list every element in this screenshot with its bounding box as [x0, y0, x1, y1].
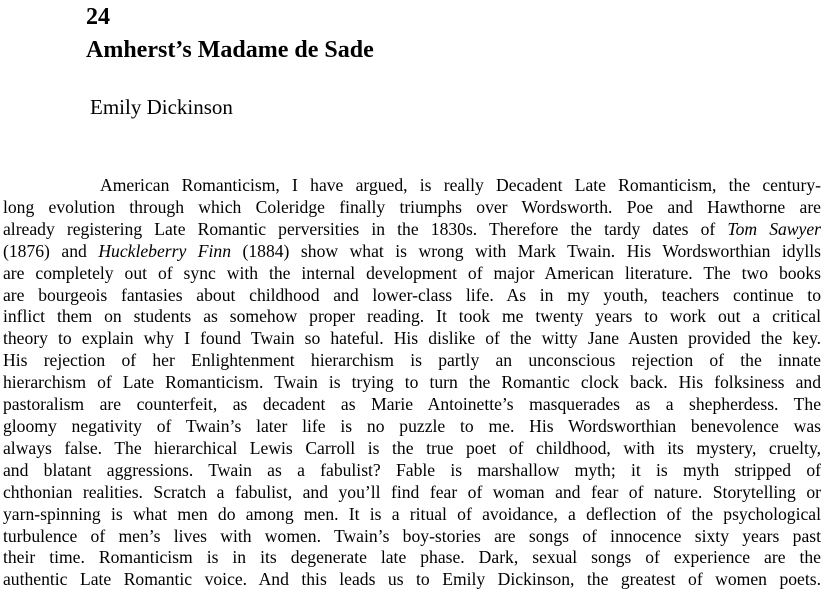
author-name: Emily Dickinson	[90, 95, 233, 119]
text-run: (1884) show what is wrong with Mark Twain. His Wordsworthian idylls	[231, 240, 821, 261]
text-line: and blatant aggressions. Twain as a fabulist? Fable is marshallow myth; it is myth stripped of	[3, 459, 821, 480]
chapter-number: 24	[86, 4, 110, 30]
chapter-title: Amherst’s Madame de Sade	[86, 37, 374, 63]
text-run: already registering Late Romantic perversities in the 1830s. Therefore the tardy dates of	[3, 218, 728, 239]
text-line: gloomy negativity of Twain’s later life is no puzzle to me. His Wordsworthian benevolence was	[3, 415, 821, 436]
text-line: hierarchism of Late Romanticism. Twain is trying to turn the Romantic clock back. His folksiness and	[3, 372, 821, 393]
text-line: are bourgeois fantasies about childhood and lower-class life. As in my youth, teachers continue to	[3, 284, 821, 305]
text-line: yarn-spinning is what men do among men. It is a ritual of avoidance, a deflection of the psychological	[3, 503, 821, 524]
text-line: pastoralism are counterfeit, as decadent as Marie Antoinette’s masquerades as a shepherdess. The	[3, 394, 821, 415]
text-line: chthonian realities. Scratch a fabulist, and you’ll find fear of woman and fear of nature. Storytelling or	[3, 481, 821, 502]
text-line: inflict them on students as somehow proper reading. It took me twenty years to work out a critical	[3, 306, 821, 327]
book-title-tom-sawyer: Tom Sawyer	[727, 218, 821, 239]
text-line: His rejection of her Enlightenment hierarchism is partly an unconscious rejection of the innate	[3, 350, 821, 371]
text-line: turbulence of men’s lives with women. Twain’s boy-stories are songs of innocence sixty years past	[3, 525, 821, 546]
text-line	[3, 219, 821, 241]
text-run: (1876) and	[3, 240, 99, 261]
text-line: are completely out of sync with the internal development of major American literature. The two books	[3, 262, 821, 283]
text-line: always false. The hierarchical Lewis Carroll is the true poet of childhood, with its mystery, cruelty,	[3, 437, 821, 458]
text-line	[3, 241, 821, 263]
body-paragraph	[3, 175, 821, 591]
text-line: theory to explain why I found Twain so hateful. His dislike of the witty Jane Austen provided the key.	[3, 328, 821, 349]
text-line: their time. Romanticism is in its degenerate late phase. Dark, sexual songs of experience are the	[3, 547, 821, 568]
text-line: American Romanticism, I have argued, is really Decadent Late Romanticism, the century-	[100, 175, 821, 195]
text-line: long evolution through which Coleridge finally triumphs over Wordsworth. Poe and Hawthorne are	[3, 196, 821, 217]
book-title-huckleberry-finn: Huckleberry Finn	[98, 240, 231, 261]
text-line: authentic Late Romantic voice. And this leads us to Emily Dickinson, the greatest of women poets.	[3, 569, 821, 590]
